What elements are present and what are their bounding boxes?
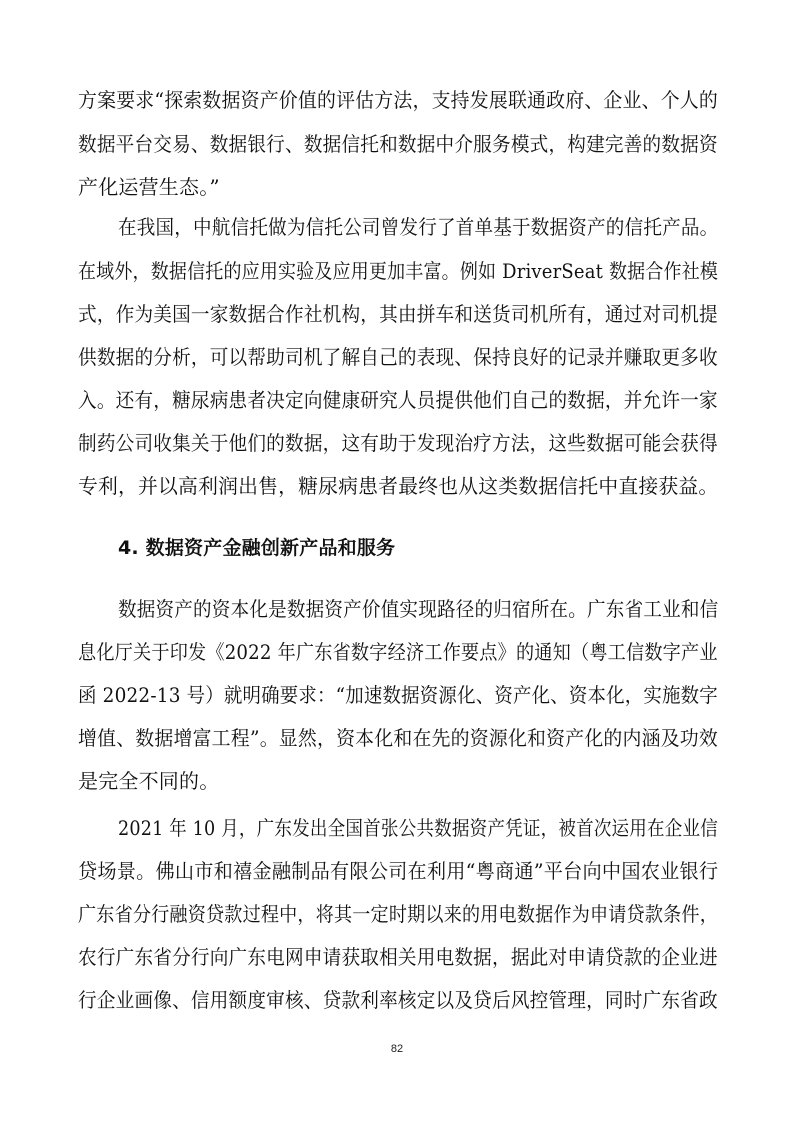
paragraph1-line-2: 数据平台交易、数据银行、数据信托和数据中介服务模式，构建完善的数据资 [78, 132, 718, 156]
section-heading: 4. 数据资产金融创新产品和服务 [118, 537, 396, 559]
paragraph2-line-4: 供数据的分析，可以帮助司机了解自己的表现、保持良好的记录并赚取更多收 [78, 345, 718, 369]
page-number: 82 [390, 1043, 404, 1055]
paragraph4-line-2: 贷场景。佛山市和禧金融制品有限公司在利用“粤商通”平台向中国农业银行 [78, 859, 719, 883]
paragraph4-line-3: 广东省分行融资贷款过程中，将其一定时期以来的用电数据作为申请贷款条件， [78, 902, 718, 926]
paragraph1-line-3: 产化运营生态。” [78, 175, 220, 199]
paragraph2-line-5: 入。还有，糖尿病患者决定向健康研究人员提供他们自己的数据，并允许一家 [78, 388, 718, 412]
paragraph3-line-2: 息化厅关于印发《2022 年广东省数字经济工作要点》的通知（粤工信数字产业 [78, 640, 718, 664]
paragraph1-line-1: 方案要求“探索数据资产价值的评估方法，支持发展联通政府、企业、个人的 [78, 88, 718, 112]
paragraph3-line-4: 增值、数据增富工程”。显然，资本化和在先的资源化和资产化的内涵及功效 [78, 726, 718, 750]
paragraph3-line-5: 是完全不同的。 [78, 769, 220, 793]
paragraph2-line-7: 专利，并以高利润出售，糖尿病患者最终也从这类数据信托中直接获益。 [78, 474, 719, 498]
paragraph4-line-4: 农行广东省分行向广东电网申请获取相关用电数据，据此对申请贷款的企业进 [78, 945, 718, 969]
paragraph2-line-1: 在我国，中航信托做为信托公司曾发行了首单基于数据资产的信托产品。 [118, 215, 719, 239]
paragraph2-line-6: 制药公司收集关于他们的数据，这有助于发现治疗方法，这些数据可能会获得 [78, 431, 718, 455]
paragraph4-line-1: 2021 年 10 月，广东发出全国首张公共数据资产凭证，被首次运用在企业信 [118, 816, 719, 840]
paragraph3-line-3: 函 2022-13 号）就明确要求：“加速数据资源化、资产化、资本化，实施数字 [78, 683, 718, 707]
paragraph4-line-5: 行企业画像、信用额度审核、贷款利率核定以及贷后风控管理，同时广东省政 [78, 988, 718, 1012]
paragraph2-line-3: 式，作为美国一家数据合作社机构，其由拼车和送货司机所有，通过对司机提 [78, 302, 718, 326]
paragraph3-line-1: 数据资产的资本化是数据资产价值实现路径的归宿所在。广东省工业和信 [118, 597, 719, 621]
paragraph2-line-2: 在域外，数据信托的应用实验及应用更加丰富。例如 DriverSeat 数据合作社模 [78, 259, 719, 283]
